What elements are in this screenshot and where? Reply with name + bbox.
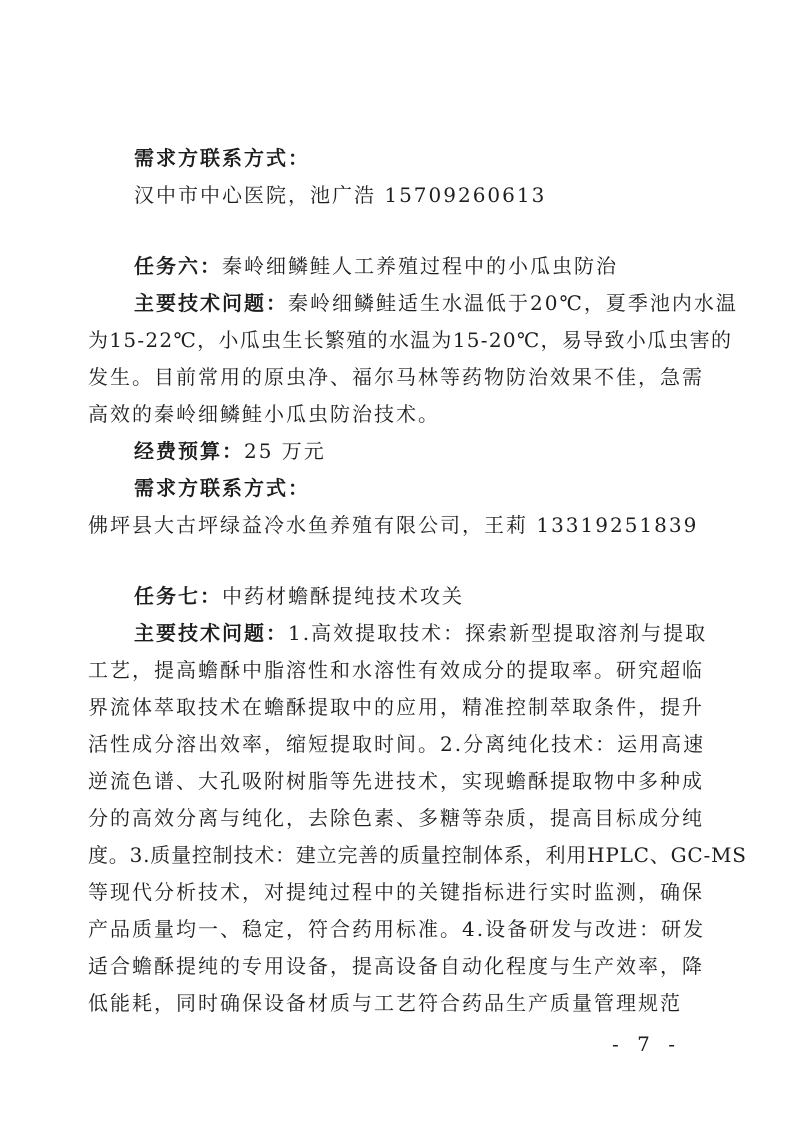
task6-contact-label: 需求方联系方式：: [134, 476, 310, 500]
task7-problem-line: 界流体萃取技术在蟾酥提取中的应用，精准控制萃取条件，提升: [88, 695, 704, 719]
task6-problem-line: 为15-22℃，小瓜虫生长繁殖的水温为15-20℃，易导致小瓜虫害的: [88, 328, 733, 352]
page-number: - 7 -: [612, 1032, 681, 1056]
task6-budget-label: 经费预算：: [134, 439, 244, 463]
task6-problem-line: 发生。目前常用的原虫净、福尔马林等药物防治效果不佳，急需: [88, 365, 704, 389]
task6-contact-value: 佛坪县大古坪绿益冷水鱼养殖有限公司，王莉 13319251839: [88, 513, 699, 537]
task6-budget-value: 25 万元: [244, 439, 326, 463]
task7-heading-label: 任务七：: [134, 584, 222, 608]
task7-problem-line: 工艺，提高蟾酥中脂溶性和水溶性有效成分的提取率。研究超临: [88, 658, 704, 682]
task6-problem-line: 高效的秦岭细鳞鲑小瓜虫防治技术。: [88, 402, 440, 426]
task7-problem-line: 产品质量均一、稳定，符合药用标准。4.设备研发与改进：研发: [88, 917, 706, 941]
task6-heading: [134, 252, 618, 280]
task6-problem-label: 主要技术问题：: [134, 291, 288, 315]
task6-problem-line: [134, 289, 738, 317]
task7-problem-line: 低能耗，同时确保设备材质与工艺符合药品生产质量管理规范: [88, 991, 682, 1015]
task7-problem-line: 适合蟾酥提纯的专用设备，提高设备自动化程度与生产效率，降: [88, 954, 704, 978]
task6-heading-label: 任务六：: [134, 254, 222, 278]
task7-problem-line: 度。3.质量控制技术：建立完善的质量控制体系，利用HPLC、GC-MS: [88, 843, 747, 867]
task7-problem-line: 分的高效分离与纯化，去除色素、多糖等杂质，提高目标成分纯: [88, 806, 704, 830]
task7-problem-line: [134, 619, 707, 647]
task6-budget: [134, 437, 326, 465]
task7-problem-text: 1.高效提取技术：探索新型提取溶剂与提取: [288, 621, 708, 645]
task7-problem-label: 主要技术问题：: [134, 621, 288, 645]
task6-problem-text: 秦岭细鳞鲑适生水温低于20℃，夏季池内水温: [288, 291, 738, 315]
task7-problem-line: 活性成分溶出效率，缩短提取时间。2.分离纯化技术：运用高速: [88, 732, 706, 756]
task7-heading: [134, 582, 464, 610]
task7-heading-title: 中药材蟾酥提纯技术攻关: [222, 584, 464, 608]
task7-problem-line: 等现代分析技术，对提纯过程中的关键指标进行实时监测，确保: [88, 880, 704, 904]
contact-label: 需求方联系方式：: [134, 146, 310, 170]
contact-value: 汉中市中心医院，池广浩 15709260613: [134, 183, 547, 207]
task6-heading-title: 秦岭细鳞鲑人工养殖过程中的小瓜虫防治: [222, 254, 618, 278]
task7-problem-line: 逆流色谱、大孔吸附树脂等先进技术，实现蟾酥提取物中多种成: [88, 769, 704, 793]
